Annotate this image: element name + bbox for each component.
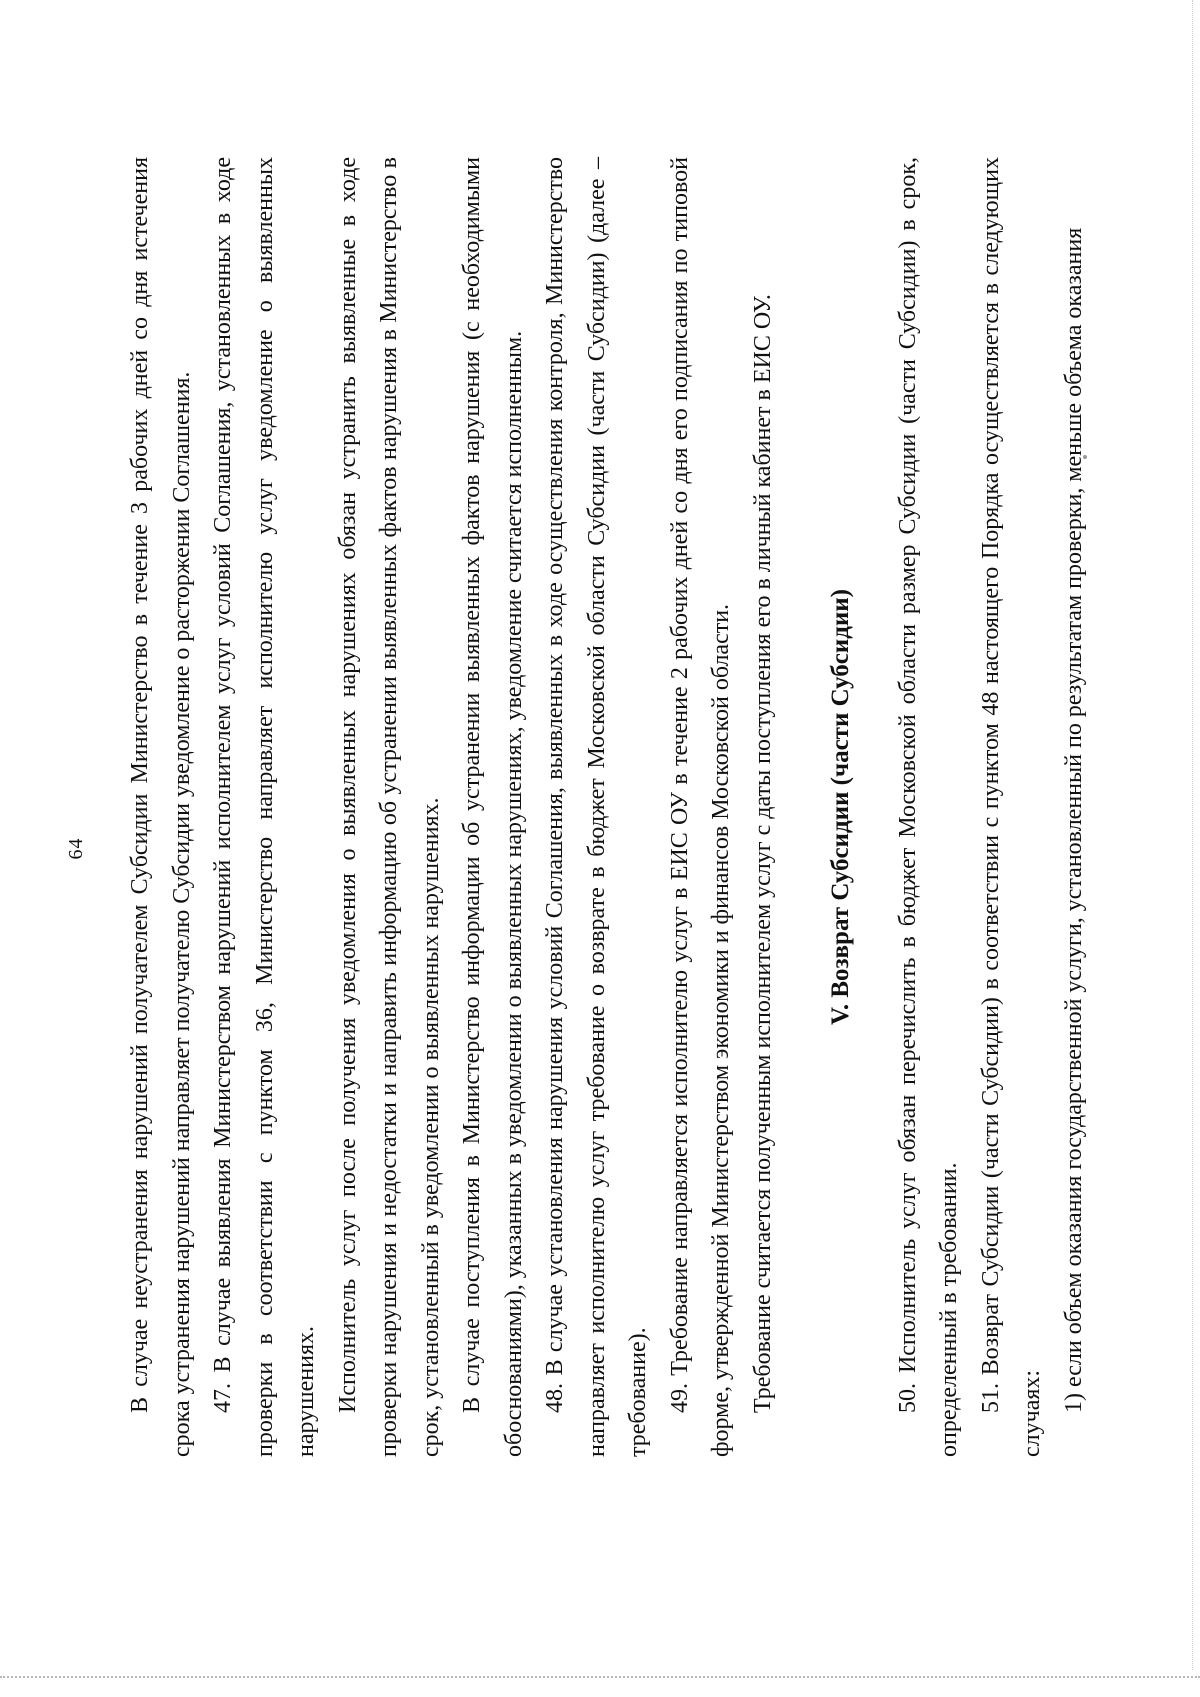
paragraph-requirement-received: Требование считается полученным исполнителем услуг с даты поступления его в личный кабинет в ЕИС ОУ.	[749, 294, 776, 1413]
paragraph-48: 48. В случае установления нарушения условий Соглашения, выявленных в ходе осуществления контроля, Министерство направляет исполнителю услуг требование о возврате в бюджет Московской области Субсидии (части Субсидии) (далее – требование).	[542, 157, 651, 1457]
document-body	[120, 157, 1095, 1457]
paragraph-notice-fulfilled: В случае поступления в Министерство информации об устранении выявленных фактов нарушения (с необходимыми обоснованиями), указанных в уведомлении о выявленных нарушениях, уведомление считается исполненным.	[459, 157, 527, 1457]
page-number: 64	[65, 837, 87, 860]
paragraph-50: 50. Исполнитель услуг обязан перечислить в бюджет Московской области размер Субсидии (части Субсидии) в срок, определенный в требовании.	[894, 157, 962, 1457]
paragraph-contractor-obligation: Исполнитель услуг после получения уведомления о выявленных нарушениях обязан устранить выявленные в ходе проверки нарушения и недостатки и направить информацию об устранении выявленных фактов нарушения в Министерство в срок, установленный в уведомлении о выявленных нарушениях.	[334, 157, 444, 1457]
paragraph-47: 47. В случае выявления Министерством нарушений исполнителем услуг условий Соглашения, установленных в ходе проверки в соответствии с пунктом 36, Министерство направляет исполнителю услуг уведомление о выявленных нарушениях.	[210, 157, 319, 1457]
paragraph-51-item-1: 1) если объем оказания государственной услуги, установленный по результатам проверки, меньше объема оказания	[1060, 227, 1087, 1413]
section-heading: V. Возврат Субсидии (части Субсидии)	[827, 589, 854, 1025]
paragraph-nonremoval-notice: В случае неустранения нарушений получателем Субсидии Министерство в течение 3 рабочих дней со дня истечения срока устранения нарушений направляет получателю Субсидии уведомление о расторжении Соглашения.	[127, 157, 195, 1457]
paragraph-49: 49. Требование направляется исполнителю услуг в ЕИС ОУ в течение 2 рабочих дней со дня его подписания по типовой форме, утвержденной Министерством экономики и финансов Московской области.	[666, 157, 734, 1457]
paragraph-51: 51. Возврат Субсидии (части Субсидии) в соответствии с пунктом 48 настоящего Порядка осуществляется в следующих случаях:	[977, 157, 1045, 1457]
